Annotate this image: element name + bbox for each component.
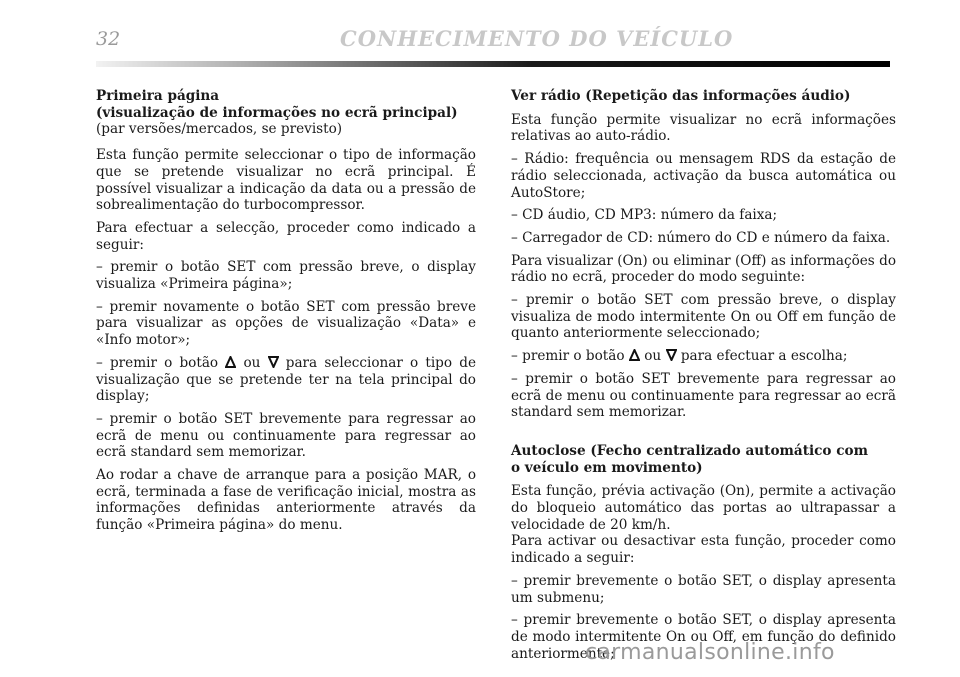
list-item: – Carregador de CD: número do CD e número da faixa.	[511, 229, 891, 246]
paragraph: Esta função, prévia activação (On), permite a activação do bloqueio automático das portas ao ultrapassar a velocidade de 20 km/h.	[511, 483, 896, 533]
section-heading-autoclose: Autoclose (Fecho centralizado automático com	[511, 442, 868, 459]
step-text: – premir o botão	[96, 354, 219, 371]
step-item: – premir novamente o botão SET com pressão breve para visualizar as opções de visualização «Data» e «Info motor»;	[96, 298, 476, 349]
section-subheading: (visualização de informações no ecrã principal)	[96, 104, 458, 121]
step-item: – premir o botão SET com pressão breve, o display visualiza de modo intermitente On ou Off em função de quanto anteriormente seleccionado;	[511, 292, 896, 342]
watermark-link[interactable]: carmanualsonline.info	[585, 640, 835, 665]
step-item: – premir brevemente o botão SET, o display apresenta um submenu;	[511, 572, 896, 606]
step-text: ou	[644, 348, 662, 365]
section-note: (par versões/mercados, se previsto)	[96, 121, 343, 138]
header-rule	[96, 61, 890, 67]
step-item	[511, 348, 896, 365]
step-text: – premir o botão	[511, 348, 625, 365]
section-heading-autoclose-cont: o veículo em movimento)	[511, 459, 703, 476]
paragraph: Esta função permite visualizar no ecrã informações relativas ao auto-rádio.	[511, 111, 896, 145]
step-item	[96, 355, 476, 405]
section-heading-primeira-pagina: Primeira página	[96, 88, 220, 104]
list-item: – Rádio: frequência ou mensagem RDS da estação de rádio seleccionada, activação da busca automática ou AutoStore;	[511, 151, 896, 201]
step-item: – premir o botão SET com pressão breve, o display visualiza «Primeira página»;	[96, 259, 476, 293]
arrow-down-icon	[268, 356, 279, 368]
arrow-down-icon	[666, 349, 677, 361]
step-text: para seleccionar o tipo de visualização que se pretende ter na tela principal do display;	[96, 354, 476, 405]
section-gap	[511, 427, 896, 443]
paragraph: Para efectuar a selecção, proceder como indicado a seguir:	[96, 219, 476, 253]
section-heading-ver-radio: Ver rádio (Repetição das informações áudio)	[511, 88, 851, 104]
step-item: – premir o botão SET brevemente para regressar ao ecrã de menu ou continuamente para regressar ao ecrã standard sem memorizar.	[511, 370, 896, 421]
page-number: 32	[96, 28, 121, 50]
step-item: – premir brevemente o botão SET, o display apresenta de modo intermitente On ou Off, em função do definido anteriormente;	[511, 612, 896, 662]
arrow-up-icon	[225, 356, 236, 368]
running-head: CONHECIMENTO DO VEÍCULO	[340, 26, 734, 51]
step-text: ou	[243, 354, 261, 371]
paragraph: Para activar ou desactivar esta função, proceder como indicado a seguir:	[511, 533, 896, 567]
paragraph: Ao rodar a chave de arranque para a posição MAR, o ecrã, terminada a fase de verificação inicial, mostra as informações definidas anteriormente através da função «Primeira página» do menu.	[96, 467, 476, 534]
paragraph: Esta função permite seleccionar o tipo de informação que se pretende visualizar no ecrã principal. É possível visualizar a indicação da data ou a pressão de sobrealimentação do turbocompressor.	[96, 147, 476, 214]
step-text: para efectuar a escolha;	[680, 348, 848, 365]
paragraph: Para visualizar (On) ou eliminar (Off) as informações do rádio no ecrã, proceder do modo seguinte:	[511, 252, 896, 286]
arrow-up-icon	[629, 349, 640, 361]
right-column	[511, 88, 896, 668]
left-column	[96, 88, 476, 540]
list-item: – CD áudio, CD MP3: número da faixa;	[511, 207, 778, 224]
step-item: – premir o botão SET brevemente para regressar ao ecrã de menu ou continuamente para regressar ao ecrã standard sem memorizar.	[96, 410, 476, 461]
